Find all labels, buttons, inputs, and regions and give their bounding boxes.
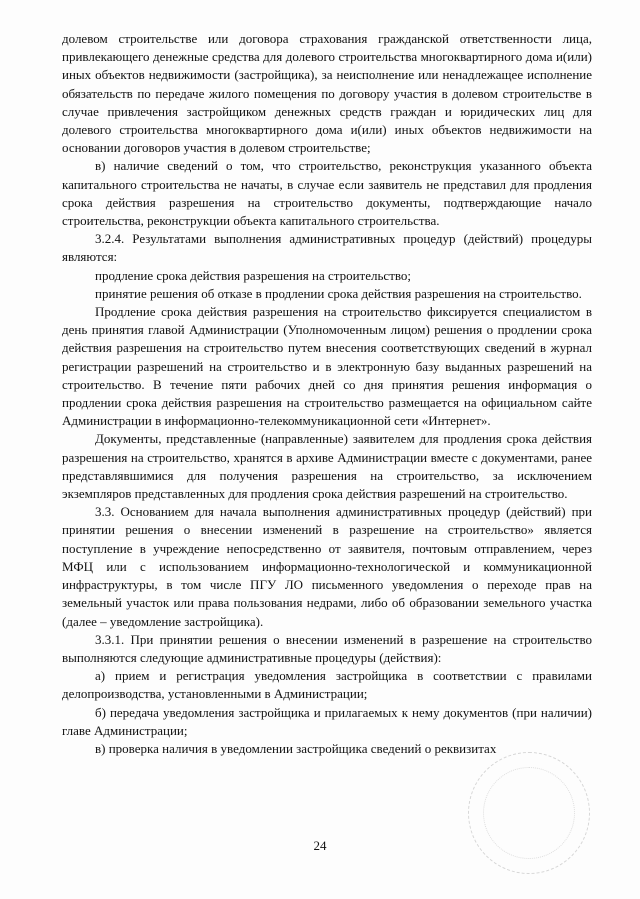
paragraph: 3.2.4. Результатами выполнения административных процедур (действий) процедуры являются:	[62, 231, 592, 265]
paragraph: 3.3.1. При принятии решения о внесении изменений в разрешение на строительство выполняются следующие административные процедуры (действия):	[62, 631, 592, 665]
paragraph: б) передача уведомления застройщика и прилагаемых к нему документов (при наличии) главе Администрации;	[62, 704, 592, 738]
paragraph: продление срока действия разрешения на строительство;	[95, 267, 412, 283]
paragraph: долевом строительстве или договора страхования гражданской ответственности лица, привлекающего денежные средства для долевого строительства многоквартирного дома и(или) иных объектов недвижимости (застройщика), за неисполнение или ненадлежащее исполнение обязательств по передаче жилого помещения по договору участия в долевом строительстве в случае привлечения застройщиком денежных средств граждан и юридических лиц для долевого строительства многоквартирного дома и(или) иных объектов недвижимости на основании договоров участия в долевом строительстве;	[62, 31, 592, 156]
paragraph: в) проверка наличия в уведомлении застройщика сведений о реквизитах	[95, 740, 497, 756]
paragraph: Продление срока действия разрешения на строительство фиксируется специалистом в день принятия главой Администрации (Уполномоченным лицом) решения о продлении срока действия разрешения на строительство путем внесения соответствующих сведений в журнал регистрации разрешений на строительство и в электронную базу выданных разрешений на строительство. В течение пяти рабочих дней со дня принятия решения информация о продлении срока действия разрешения на строительство размещается на официальном сайте Администрации в информационно-телекоммуникационной сети «Интернет».	[62, 304, 592, 429]
document-body	[62, 30, 592, 758]
paragraph: в) наличие сведений о том, что строительство, реконструкция указанного объекта капитального строительства не начаты, в случае если заявитель не представил для продления срока действия разрешения на строительство документы, подтверждающие начало строительства, реконструкции объекта капитального строительства.	[62, 158, 592, 229]
paragraph: а) прием и регистрация уведомления застройщика в соответствии с правилами делопроизводства, установленными в Администрации;	[62, 668, 592, 702]
paragraph: 3.3. Основанием для начала выполнения административных процедур (действий) при принятии решения о внесении изменений в разрешение на строительство» является поступление в учреждение непосредственно от заявителя, почтовым отправлением, через МФЦ или с использованием информационно-технологической и коммуникационной инфраструктуры, в том числе ПГУ ЛО письменного уведомления о переходе прав на земельный участок или права пользования недрами, либо об образовании земельного участка (далее – уведомление застройщика).	[62, 504, 592, 629]
page-number: 24	[313, 838, 327, 853]
paragraph: принятие решения об отказе в продлении срока действия разрешения на строительство.	[95, 285, 582, 301]
paragraph: Документы, представленные (направленные) заявителем для продления срока действия разрешения на строительство, хранятся в архиве Администрации вместе с документами, ранее представлявшимися для получения разрешения на строительство, за исключением экземпляров представленных для продления срока действия разрешений на строительство.	[62, 431, 592, 502]
faint-stamp-watermark	[468, 752, 590, 874]
